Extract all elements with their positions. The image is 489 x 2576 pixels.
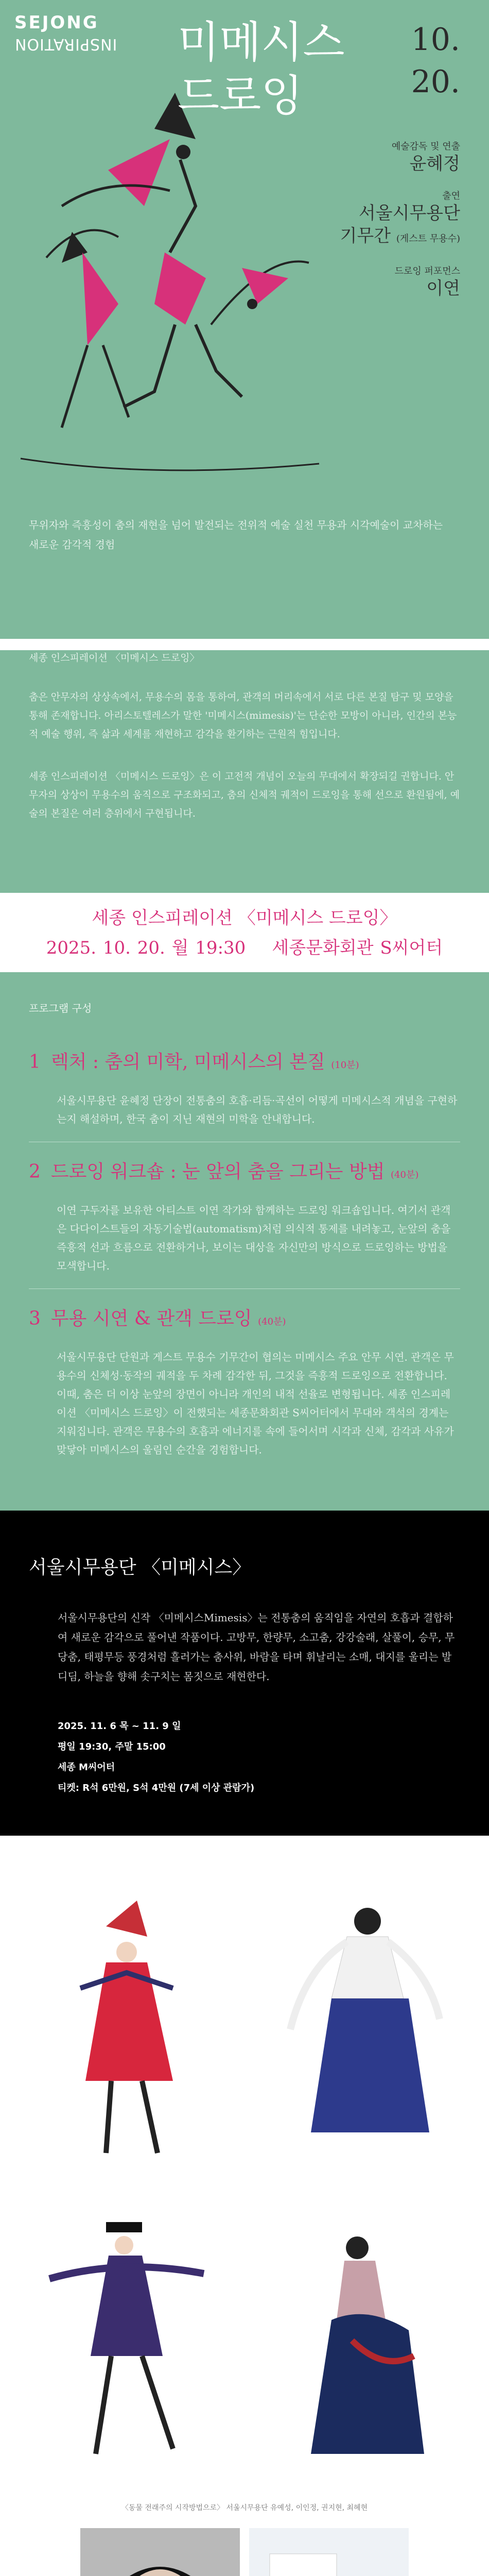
credit-name: 이연 bbox=[426, 278, 460, 299]
intro-section bbox=[0, 650, 489, 893]
credit-name: 윤혜정 bbox=[409, 154, 460, 174]
intro-paragraph: 춤은 안무자의 상상속에서, 무용수의 몸을 통하여, 관객의 머리속에서 서로 다른 본질 탐구 및 모양을 통해 존재합니다. 아리스토텔레스가 말한 '미메시스(mimesis)'는 단순한 모방이 아니라, 인간의 본능적 예술 행위, 즉 삶과 세계를 재현하고 감각을 환기하는 근원적 힘입니다. bbox=[29, 691, 457, 740]
dancer-photo-1 bbox=[19, 1865, 235, 2174]
credit-role: 출연 bbox=[442, 191, 460, 201]
hero-lead: 무위자와 즉흥성이 춤의 재현을 넘어 발전되는 전위적 예술 실천 무용과 시각예술이 교차하는 새로운 감각적 경험 bbox=[29, 519, 443, 551]
event-date: 10. 20. bbox=[411, 22, 460, 100]
dancer-photo-2 bbox=[254, 1865, 470, 2174]
seoul-info: 2025. 11. 6 목 ~ 11. 9 일 평일 19:30, 주말 15:00 세종 M씨어터 티켓: R석 6만원, S석 4만원 (7세 이상 관람가) bbox=[58, 1721, 255, 1793]
credits bbox=[340, 139, 460, 300]
credit-name: 서울시무용단 bbox=[358, 203, 460, 224]
credit-name: 기무간 (게스트 무용수) bbox=[340, 226, 460, 246]
program-heading: 프로그램 구성 bbox=[29, 1002, 92, 1014]
portrait-kimugan bbox=[80, 2528, 240, 2576]
program-item: 1 렉처 : 춤의 미학, 미메시스의 본질 (10분) 서울시무용단 윤혜정 단장이 전통춤의 호흡·리듬·곡선이 어떻게 미메시스적 개념을 구현하는지 해설하며, 한국 춤이 지닌 재현의 미학을 안내합니다. bbox=[29, 1050, 460, 1142]
intro-label: 세종 인스피레이션 〈미메시스 드로잉〉 bbox=[29, 652, 200, 664]
program-section bbox=[0, 972, 489, 1511]
seoul-desc: 서울시무용단의 신작 〈미메시스Mimesis〉는 전통춤의 움직임을 자연의 호흡과 결합하여 새로운 감각으로 풀어낸 작품이다. 고방무, 한량무, 소고춤, 강강술래, 살풀이, 승무, 무당춤, 태평무등 풍경처럼 흘러가는 춤사위, 바람을 타며 휘날리는 소매, 대지를 울리는 발 디딤, 하늘을 향해 솟구치는 몸짓으로 재현한다. bbox=[58, 1612, 455, 1683]
photos-section bbox=[0, 1836, 489, 2576]
dancer-photo-3 bbox=[19, 2186, 235, 2495]
portrait-iyeon bbox=[249, 2528, 409, 2576]
seoul-dance-section bbox=[0, 1511, 489, 1836]
credit-role: 예술감독 및 연출 bbox=[391, 141, 460, 152]
credit-role: 드로잉 퍼포먼스 bbox=[394, 266, 460, 277]
dancer-photo-4 bbox=[254, 2186, 470, 2495]
seoul-heading: 서울시무용단 〈미메시스〉 bbox=[29, 1557, 251, 1578]
intro-paragraph: 세종 인스피레이션 〈미메시스 드로잉〉은 이 고전적 개념이 오늘의 무대에서 확장되길 권합니다. 안무자의 상상이 무용수의 움직으로 구조화되고, 춤의 신체적 궤적이 드로잉을 통해 선으로 환원됨에, 예술의 본질은 여러 층위에서 구현됩니다. bbox=[29, 771, 460, 819]
program-item: 3 무용 시연 & 관객 드로잉 (40분) 서울시무용단 단원과 게스트 무용수 기무간이 협의는 미메시스 주요 안무 시연. 관객은 무용수의 신체성·동작의 궤적을 두 차례 감각한 뒤, 그것을 즉흥적 드로잉으로 전환합니다. 이때, 춤은 더 이상 눈앞의 장면이 아니라 개인의 내적 선율로 변형됩니다. 세종 인스피레이션 〈미메시스 드로잉〉이 전했되는 세종문화회관 S씨어터에서 무대와 객석의 경계는 지워집니다. 관객은 무용수의 호흡과 에너지를 속에 들어서며 시각과 신체, 감각과 사유가 맞닿아 미메시스의 울림인 순간을 경험합니다. bbox=[29, 1308, 454, 1456]
event-band bbox=[0, 893, 489, 972]
logo-line1: SEJONG bbox=[14, 12, 99, 33]
hero-section bbox=[0, 0, 489, 639]
band-datetime: 2025. 10. 20. 월 19:30 세종문화회관 S씨어터 bbox=[46, 938, 443, 958]
page-title: 미메시스 드로잉 bbox=[178, 17, 345, 121]
photo-caption: 〈동물 전래주의 시작방법으로〉 서울시무용단 유예성, 이인정, 권지현, 최혜현 bbox=[121, 2504, 368, 2512]
band-title: 세종 인스피레이션 〈미메시스 드로잉〉 bbox=[92, 908, 397, 928]
logo-line2: INSPIRATION bbox=[14, 35, 117, 53]
program-item: 2 드로잉 워크숍 : 눈 앞의 춤을 그리는 방법 (40분) 이연 구두자를 보유한 아티스트 이연 작가와 함께하는 드로잉 워크숍입니다. 여기서 관객은 다다이스트들의 자동기술법(automatism)처럼 의식적 통제를 내려놓고, 눈앞의 춤을 즉흥적 선과 흐름으로 전환하거나, 보이는 대상을 자신만의 방식으로 드로잉하는 방법을 모색합니다. bbox=[29, 1160, 460, 1289]
